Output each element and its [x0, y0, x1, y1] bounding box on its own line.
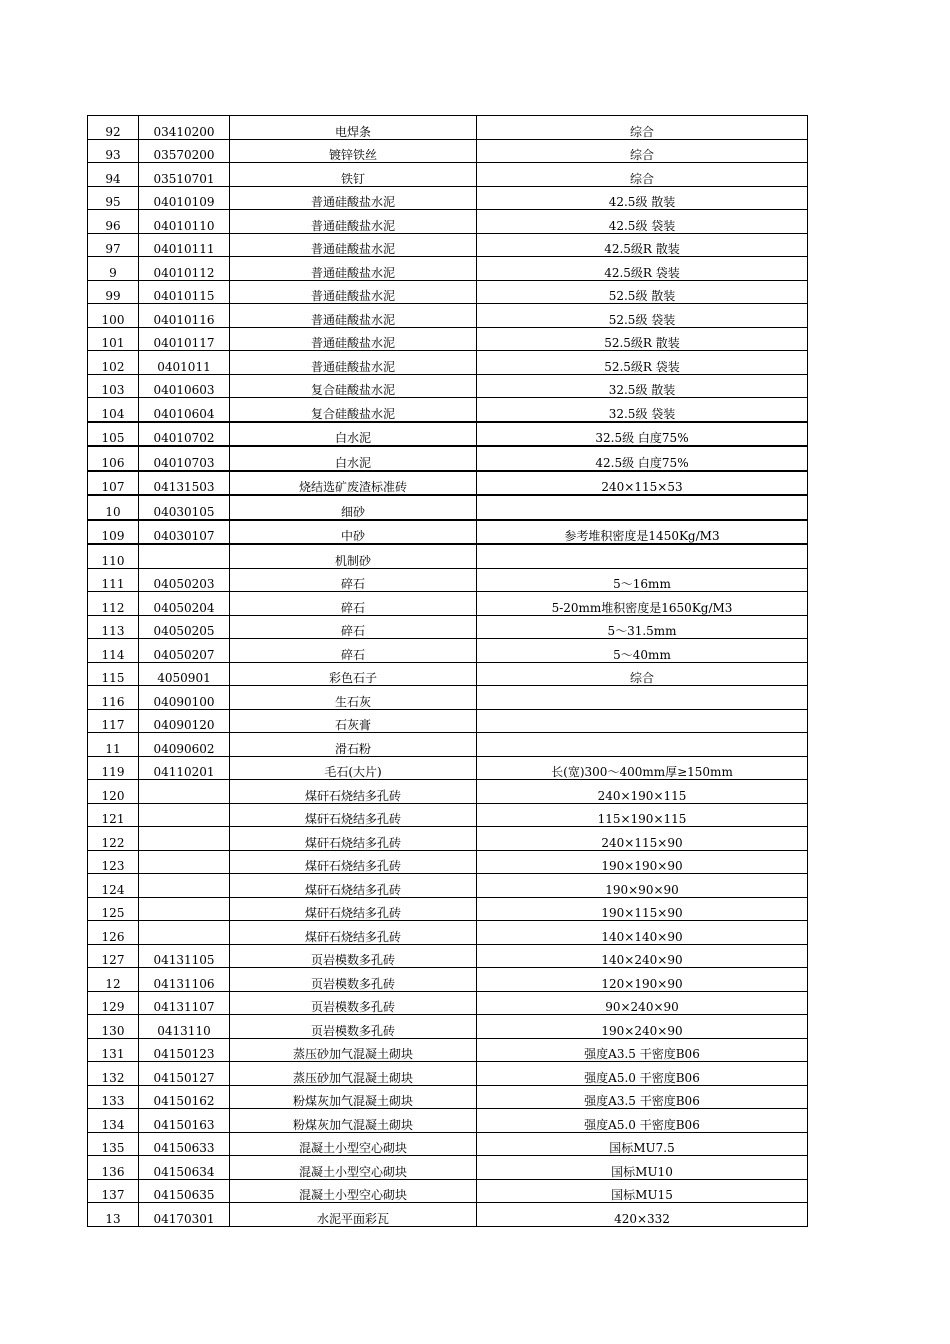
material-code-cell: [139, 874, 230, 898]
material-name-cell: 白水泥: [230, 446, 477, 471]
row-number-cell: 127: [88, 944, 139, 968]
material-name-cell: 混凝土小型空心砌块: [230, 1156, 477, 1180]
table-row: [88, 139, 808, 163]
material-spec-cell: 综合: [477, 139, 808, 163]
material-name-cell: 蒸压砂加气混凝土砌块: [230, 1062, 477, 1086]
material-spec-cell: 强度A3.5 干密度B06: [477, 1085, 808, 1109]
material-code-cell: 04150162: [139, 1085, 230, 1109]
row-number-cell: 106: [88, 446, 139, 471]
row-number-cell: 124: [88, 874, 139, 898]
material-code-cell: [139, 803, 230, 827]
material-spec-cell: 42.5级R 散装: [477, 233, 808, 257]
table-row: [88, 280, 808, 304]
table-row: [88, 1109, 808, 1133]
material-name-cell: 煤矸石烧结多孔砖: [230, 827, 477, 851]
material-name-cell: 普通硅酸盐水泥: [230, 304, 477, 328]
material-spec-cell: [477, 733, 808, 757]
material-spec-cell: 90×240×90: [477, 991, 808, 1015]
material-name-cell: 页岩模数多孔砖: [230, 991, 477, 1015]
material-code-cell: 04150635: [139, 1179, 230, 1203]
material-code-cell: 04090602: [139, 733, 230, 757]
material-code-cell: 04010702: [139, 422, 230, 447]
table-row: [88, 756, 808, 780]
material-spec-cell: 参考堆积密度是1450Kg/M3: [477, 520, 808, 545]
table-row: [88, 874, 808, 898]
material-name-cell: 混凝土小型空心砌块: [230, 1132, 477, 1156]
material-code-cell: 03510701: [139, 163, 230, 187]
table-row: [88, 1203, 808, 1227]
materials-table-body: [88, 116, 808, 1227]
material-code-cell: 03410200: [139, 116, 230, 140]
material-name-cell: 煤矸石烧结多孔砖: [230, 850, 477, 874]
material-code-cell: 04030107: [139, 520, 230, 545]
material-spec-cell: 52.5级 袋装: [477, 304, 808, 328]
table-row: [88, 991, 808, 1015]
material-spec-cell: 190×190×90: [477, 850, 808, 874]
row-number-cell: 12: [88, 968, 139, 992]
row-number-cell: 119: [88, 756, 139, 780]
material-code-cell: 04150163: [139, 1109, 230, 1133]
row-number-cell: 130: [88, 1015, 139, 1039]
table-row: [88, 662, 808, 686]
material-spec-cell: 190×240×90: [477, 1015, 808, 1039]
material-code-cell: 04131503: [139, 471, 230, 496]
table-row: [88, 1085, 808, 1109]
material-code-cell: 04150127: [139, 1062, 230, 1086]
material-name-cell: 普通硅酸盐水泥: [230, 351, 477, 375]
row-number-cell: 13: [88, 1203, 139, 1227]
table-row: [88, 1038, 808, 1062]
material-code-cell: 04010115: [139, 280, 230, 304]
table-row: [88, 568, 808, 592]
table-row: [88, 351, 808, 375]
table-row: [88, 374, 808, 398]
material-name-cell: 碎石: [230, 592, 477, 616]
material-spec-cell: 190×115×90: [477, 897, 808, 921]
material-name-cell: 电焊条: [230, 116, 477, 140]
table-row: [88, 422, 808, 447]
material-spec-cell: 5～16mm: [477, 568, 808, 592]
table-row: [88, 544, 808, 568]
material-name-cell: 煤矸石烧结多孔砖: [230, 780, 477, 804]
table-row: [88, 186, 808, 210]
material-code-cell: 04110201: [139, 756, 230, 780]
material-name-cell: 白水泥: [230, 422, 477, 447]
table-row: [88, 686, 808, 710]
material-name-cell: 细砂: [230, 495, 477, 520]
material-name-cell: 页岩模数多孔砖: [230, 1015, 477, 1039]
material-code-cell: [139, 780, 230, 804]
row-number-cell: 137: [88, 1179, 139, 1203]
material-code-cell: 04030105: [139, 495, 230, 520]
row-number-cell: 95: [88, 186, 139, 210]
material-spec-cell: 强度A3.5 干密度B06: [477, 1038, 808, 1062]
material-name-cell: 煤矸石烧结多孔砖: [230, 874, 477, 898]
material-spec-cell: 115×190×115: [477, 803, 808, 827]
material-code-cell: 04150634: [139, 1156, 230, 1180]
material-code-cell: 04010111: [139, 233, 230, 257]
material-code-cell: [139, 897, 230, 921]
row-number-cell: 10: [88, 495, 139, 520]
material-code-cell: [139, 921, 230, 945]
row-number-cell: 97: [88, 233, 139, 257]
material-code-cell: 04150633: [139, 1132, 230, 1156]
material-name-cell: 普通硅酸盐水泥: [230, 210, 477, 234]
material-name-cell: 粉煤灰加气混凝土砌块: [230, 1085, 477, 1109]
material-code-cell: 04150123: [139, 1038, 230, 1062]
material-name-cell: 页岩模数多孔砖: [230, 944, 477, 968]
material-code-cell: 4050901: [139, 662, 230, 686]
material-code-cell: 04010603: [139, 374, 230, 398]
material-code-cell: 04010116: [139, 304, 230, 328]
row-number-cell: 112: [88, 592, 139, 616]
row-number-cell: 116: [88, 686, 139, 710]
material-spec-cell: 综合: [477, 163, 808, 187]
material-code-cell: 0413110: [139, 1015, 230, 1039]
material-name-cell: 毛石(大片): [230, 756, 477, 780]
row-number-cell: 122: [88, 827, 139, 851]
material-spec-cell: 420×332: [477, 1203, 808, 1227]
row-number-cell: 117: [88, 709, 139, 733]
material-spec-cell: 240×115×53: [477, 471, 808, 496]
table-row: [88, 495, 808, 520]
material-code-cell: [139, 850, 230, 874]
material-name-cell: 蒸压砂加气混凝土砌块: [230, 1038, 477, 1062]
row-number-cell: 134: [88, 1109, 139, 1133]
material-name-cell: 普通硅酸盐水泥: [230, 233, 477, 257]
material-code-cell: 04131105: [139, 944, 230, 968]
table-row: [88, 327, 808, 351]
material-code-cell: 0401011: [139, 351, 230, 375]
table-row: [88, 233, 808, 257]
table-row: [88, 116, 808, 140]
row-number-cell: 132: [88, 1062, 139, 1086]
material-spec-cell: 140×140×90: [477, 921, 808, 945]
material-name-cell: 铁钉: [230, 163, 477, 187]
material-code-cell: 04010112: [139, 257, 230, 281]
material-code-cell: 04090120: [139, 709, 230, 733]
table-row: [88, 1132, 808, 1156]
material-name-cell: 复合硅酸盐水泥: [230, 398, 477, 422]
row-number-cell: 102: [88, 351, 139, 375]
material-spec-cell: 国标MU7.5: [477, 1132, 808, 1156]
material-name-cell: 碎石: [230, 639, 477, 663]
material-spec-cell: 5～40mm: [477, 639, 808, 663]
table-row: [88, 210, 808, 234]
row-number-cell: 104: [88, 398, 139, 422]
table-row: [88, 1156, 808, 1180]
material-name-cell: 普通硅酸盐水泥: [230, 257, 477, 281]
table-row: [88, 163, 808, 187]
material-spec-cell: 综合: [477, 662, 808, 686]
row-number-cell: 115: [88, 662, 139, 686]
table-row: [88, 709, 808, 733]
material-code-cell: 04170301: [139, 1203, 230, 1227]
material-name-cell: 混凝土小型空心砌块: [230, 1179, 477, 1203]
material-spec-cell: 强度A5.0 干密度B06: [477, 1109, 808, 1133]
material-name-cell: 中砂: [230, 520, 477, 545]
table-row: [88, 897, 808, 921]
table-row: [88, 1015, 808, 1039]
material-name-cell: 碎石: [230, 615, 477, 639]
material-spec-cell: 240×115×90: [477, 827, 808, 851]
material-code-cell: 04131106: [139, 968, 230, 992]
table-row: [88, 592, 808, 616]
row-number-cell: 136: [88, 1156, 139, 1180]
material-spec-cell: 5～31.5mm: [477, 615, 808, 639]
row-number-cell: 113: [88, 615, 139, 639]
material-code-cell: 04050205: [139, 615, 230, 639]
material-spec-cell: 32.5级 散装: [477, 374, 808, 398]
material-code-cell: 04010117: [139, 327, 230, 351]
material-name-cell: 水泥平面彩瓦: [230, 1203, 477, 1227]
row-number-cell: 125: [88, 897, 139, 921]
material-code-cell: 04010604: [139, 398, 230, 422]
material-name-cell: 石灰膏: [230, 709, 477, 733]
table-row: [88, 471, 808, 496]
material-name-cell: 煤矸石烧结多孔砖: [230, 897, 477, 921]
row-number-cell: 131: [88, 1038, 139, 1062]
row-number-cell: 94: [88, 163, 139, 187]
row-number-cell: 123: [88, 850, 139, 874]
material-spec-cell: [477, 495, 808, 520]
material-name-cell: 彩色石子: [230, 662, 477, 686]
table-row: [88, 520, 808, 545]
material-name-cell: 烧结选矿废渣标准砖: [230, 471, 477, 496]
material-spec-cell: 52.5级R 散装: [477, 327, 808, 351]
material-name-cell: 粉煤灰加气混凝土砌块: [230, 1109, 477, 1133]
material-name-cell: 普通硅酸盐水泥: [230, 186, 477, 210]
material-code-cell: [139, 544, 230, 568]
material-spec-cell: [477, 686, 808, 710]
material-name-cell: 普通硅酸盐水泥: [230, 327, 477, 351]
row-number-cell: 11: [88, 733, 139, 757]
material-code-cell: 04050204: [139, 592, 230, 616]
table-row: [88, 968, 808, 992]
row-number-cell: 107: [88, 471, 139, 496]
row-number-cell: 92: [88, 116, 139, 140]
material-spec-cell: 52.5级 散装: [477, 280, 808, 304]
row-number-cell: 135: [88, 1132, 139, 1156]
material-spec-cell: [477, 544, 808, 568]
material-name-cell: 滑石粉: [230, 733, 477, 757]
material-spec-cell: 强度A5.0 干密度B06: [477, 1062, 808, 1086]
table-row: [88, 944, 808, 968]
material-spec-cell: 42.5级 白度75%: [477, 446, 808, 471]
material-name-cell: 复合硅酸盐水泥: [230, 374, 477, 398]
table-row: [88, 780, 808, 804]
material-name-cell: 生石灰: [230, 686, 477, 710]
material-name-cell: 镀锌铁丝: [230, 139, 477, 163]
material-spec-cell: 240×190×115: [477, 780, 808, 804]
material-spec-cell: 42.5级 散装: [477, 186, 808, 210]
material-spec-cell: 32.5级 白度75%: [477, 422, 808, 447]
table-row: [88, 639, 808, 663]
material-spec-cell: 52.5级R 袋装: [477, 351, 808, 375]
material-spec-cell: 5-20mm堆积密度是1650Kg/M3: [477, 592, 808, 616]
material-spec-cell: 国标MU10: [477, 1156, 808, 1180]
table-row: [88, 803, 808, 827]
material-code-cell: 04050203: [139, 568, 230, 592]
row-number-cell: 129: [88, 991, 139, 1015]
table-row: [88, 398, 808, 422]
table-row: [88, 850, 808, 874]
material-code-cell: 03570200: [139, 139, 230, 163]
material-code-cell: 04050207: [139, 639, 230, 663]
row-number-cell: 111: [88, 568, 139, 592]
table-row: [88, 827, 808, 851]
material-name-cell: 煤矸石烧结多孔砖: [230, 803, 477, 827]
row-number-cell: 93: [88, 139, 139, 163]
row-number-cell: 96: [88, 210, 139, 234]
table-row: [88, 446, 808, 471]
material-code-cell: 04010110: [139, 210, 230, 234]
material-name-cell: 碎石: [230, 568, 477, 592]
row-number-cell: 133: [88, 1085, 139, 1109]
table-row: [88, 921, 808, 945]
table-row: [88, 304, 808, 328]
material-code-cell: 04131107: [139, 991, 230, 1015]
material-name-cell: 机制砂: [230, 544, 477, 568]
material-spec-cell: 42.5级R 袋装: [477, 257, 808, 281]
material-spec-cell: 综合: [477, 116, 808, 140]
row-number-cell: 101: [88, 327, 139, 351]
row-number-cell: 109: [88, 520, 139, 545]
material-spec-cell: 120×190×90: [477, 968, 808, 992]
materials-table: [87, 115, 808, 1227]
material-spec-cell: 长(宽)300～400mm厚≥150mm: [477, 756, 808, 780]
row-number-cell: 105: [88, 422, 139, 447]
material-name-cell: 页岩模数多孔砖: [230, 968, 477, 992]
material-spec-cell: 国标MU15: [477, 1179, 808, 1203]
table-row: [88, 1179, 808, 1203]
material-code-cell: 04010703: [139, 446, 230, 471]
table-row: [88, 257, 808, 281]
material-code-cell: 04090100: [139, 686, 230, 710]
row-number-cell: 99: [88, 280, 139, 304]
material-name-cell: 煤矸石烧结多孔砖: [230, 921, 477, 945]
material-spec-cell: 140×240×90: [477, 944, 808, 968]
material-name-cell: 普通硅酸盐水泥: [230, 280, 477, 304]
row-number-cell: 114: [88, 639, 139, 663]
row-number-cell: 100: [88, 304, 139, 328]
table-row: [88, 733, 808, 757]
row-number-cell: 126: [88, 921, 139, 945]
material-spec-cell: 32.5级 袋装: [477, 398, 808, 422]
material-code-cell: 04010109: [139, 186, 230, 210]
material-spec-cell: [477, 709, 808, 733]
table-row: [88, 1062, 808, 1086]
material-spec-cell: 190×90×90: [477, 874, 808, 898]
row-number-cell: 110: [88, 544, 139, 568]
row-number-cell: 121: [88, 803, 139, 827]
table-row: [88, 615, 808, 639]
row-number-cell: 9: [88, 257, 139, 281]
row-number-cell: 120: [88, 780, 139, 804]
material-code-cell: [139, 827, 230, 851]
material-spec-cell: 42.5级 袋装: [477, 210, 808, 234]
row-number-cell: 103: [88, 374, 139, 398]
